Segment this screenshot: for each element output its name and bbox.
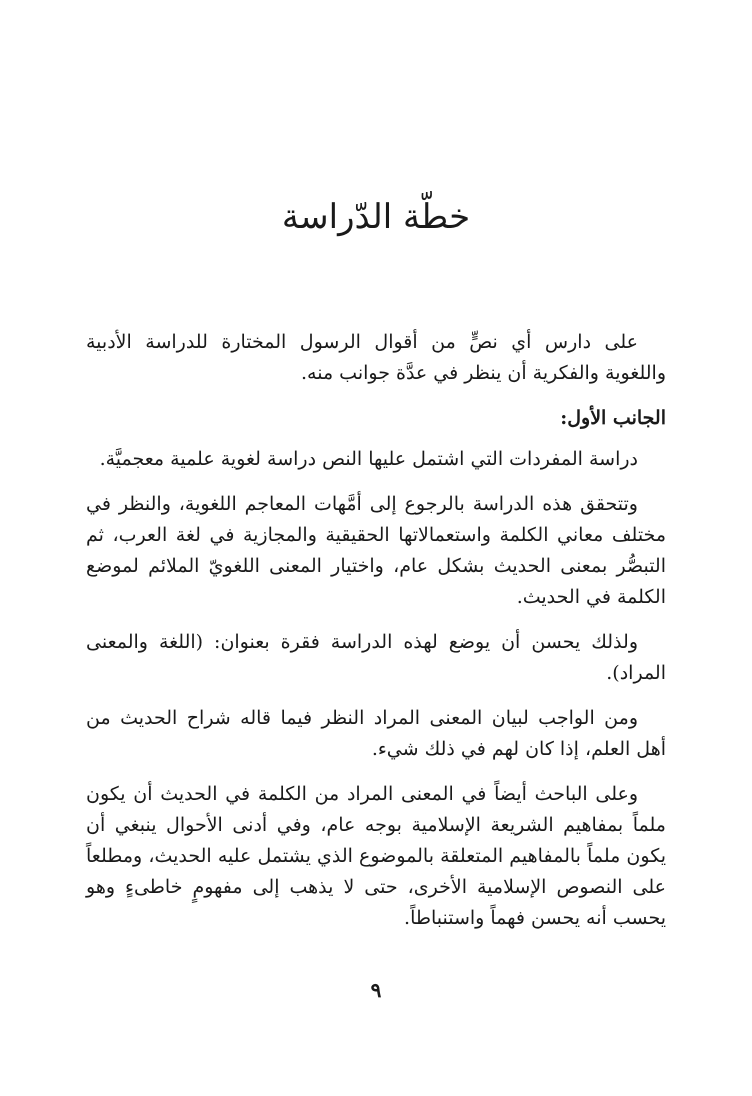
page-number: ٩	[370, 978, 382, 1002]
body-paragraph: ومن الواجب لبيان المعنى المراد النظر فيما قاله شراح الحديث من أهل العلم، إذا كان لهم في ذلك شيء.	[86, 707, 666, 760]
document-body	[86, 327, 666, 948]
body-paragraph: ولذلك يحسن أن يوضع لهذه الدراسة فقرة بعنوان: (اللغة والمعنى المراد).	[86, 631, 666, 684]
body-paragraph: وعلى الباحث أيضاً في المعنى المراد من الكلمة في الحديث أن يكون ملماً بمفاهيم الشريعة الإسلامية بوجه عام، وفي أدنى الأحوال ينبغي أن يكون ملماً بالمفاهيم المتعلقة بالموضوع الذي يشتمل عليه الحديث، ومطلعاً على النصوص الإسلامية الأخرى، حتى لا يذهب إلى مفهومٍ خاطىءٍ وهو يحسب أنه يحسن فهماً واستنباطاً.	[86, 783, 666, 929]
section-heading: الجانب الأول:	[560, 407, 666, 429]
intro-paragraph: على دارس أي نصٍّ من أقوال الرسول المختارة للدراسة الأدبية واللغوية والفكرية أن ينظر في عدَّة جوانب منه.	[86, 331, 666, 384]
body-paragraph: دراسة المفردات التي اشتمل عليها النص دراسة لغوية علمية معجميَّة.	[99, 448, 638, 470]
page-title: خطّة الدّراسة	[281, 197, 471, 237]
body-paragraph: وتتحقق هذه الدراسة بالرجوع إلى أمَّهات المعاجم اللغوية، والنظر في مختلف معاني الكلمة واستعمالاتها الحقيقية والمجازية في لغة العرب، ثم التبصُّر بمعنى الحديث بشكل عام، واختيار المعنى اللغويّ الملائم لموضع الكلمة في الحديث.	[86, 493, 666, 608]
